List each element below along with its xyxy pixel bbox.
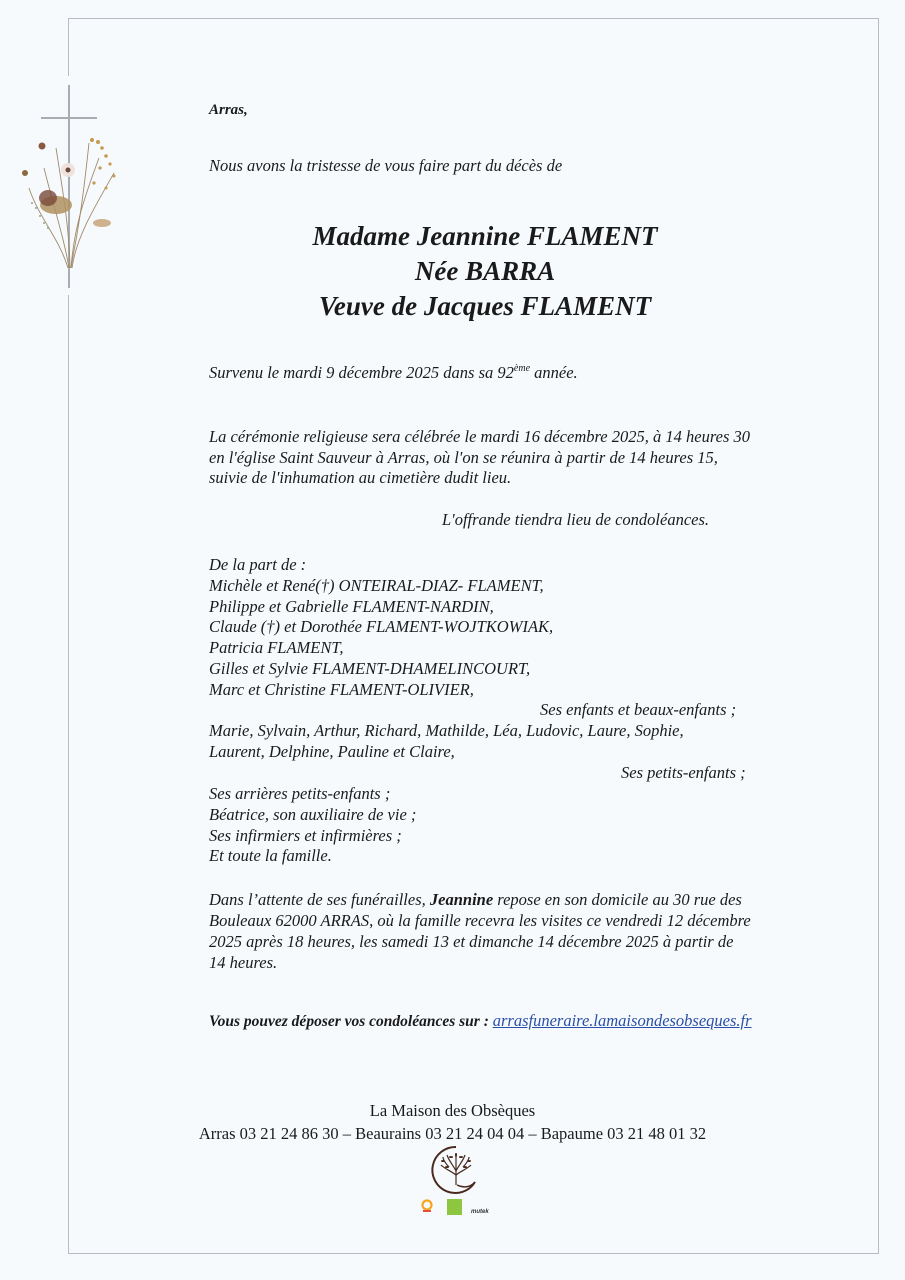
visitation-text: repose en son domicile au 30 rue des	[493, 890, 742, 909]
frame-border-top	[68, 18, 879, 19]
offering-note: L'offrande tiendra lieu de condoléances.	[442, 510, 710, 529]
grandchildren-line: Marie, Sylvain, Arthur, Richard, Mathilde, Léa, Ludovic, Laure, Sophie,	[209, 721, 684, 740]
other-family-line: Ses infirmiers et infirmières ;	[209, 825, 402, 845]
intro-line: Nous avons la tristesse de vous faire part du décès de	[209, 156, 563, 175]
partner-logo-2-icon	[447, 1199, 462, 1215]
other-family-line: Béatrice, son auxiliaire de vie ;	[209, 804, 417, 824]
partner-logo-3-text: mutek	[471, 1209, 489, 1215]
ceremony-line: suivie de l'inhumation au cimetière dudit lieu.	[209, 468, 512, 487]
deceased-first-name: Jeannine	[429, 890, 494, 909]
family-intro: De la part de :	[209, 555, 307, 574]
deceased-name-block	[200, 219, 770, 324]
partner-logo-3-icon	[471, 1199, 495, 1215]
city-line: Arras,	[209, 102, 248, 118]
visitation-text: Dans l’attente de ses funérailles,	[209, 890, 430, 909]
death-date-text: Survenu le mardi 9 décembre 2025 dans sa 92	[209, 363, 514, 382]
funeral-home-name: La Maison des Obsèques	[369, 1101, 536, 1120]
family-list	[209, 555, 553, 701]
visitation-paragraph	[209, 889, 751, 973]
ordinal-suffix: ème	[513, 362, 531, 374]
ceremony-paragraph	[209, 427, 750, 489]
visitation-line	[209, 889, 751, 910]
widow-of: Veuve de Jacques FLAMENT	[318, 291, 652, 321]
tree-logo-icon	[431, 1145, 481, 1195]
grandchildren-line: Laurent, Delphine, Pauline et Claire,	[209, 741, 455, 761]
child-entry: Patricia FLAMENT,	[209, 638, 344, 658]
partner-logo-1-icon	[420, 1199, 434, 1215]
condolences-line	[209, 1011, 752, 1033]
grandchildren-list	[209, 721, 684, 763]
condolences-label: Vous pouvez déposer vos condoléances sur :	[209, 1013, 493, 1030]
other-family-line: Ses arrières petits-enfants ;	[209, 784, 391, 803]
other-family-line: Et toute la famille.	[209, 846, 332, 866]
visitation-line: 2025 après 18 heures, les samedi 13 et dimanche 14 décembre 2025 à partir de	[209, 932, 734, 951]
condolences-link[interactable]: arrasfuneraire.lamaisondesobseques.fr	[492, 1011, 752, 1030]
flower-bouquet-icon	[14, 128, 126, 268]
child-entry: Michèle et René(†) ONTEIRAL-DIAZ- FLAMENT,	[209, 575, 544, 595]
ceremony-line: en l'église Saint Sauveur à Arras, où l'on se réunira à partir de 14 heures 15,	[209, 447, 718, 467]
children-caption: Ses enfants et beaux-enfants ;	[540, 700, 737, 719]
visitation-line: 14 heures.	[209, 953, 278, 972]
child-entry: Gilles et Sylvie FLAMENT-DHAMELINCOURT,	[209, 658, 531, 678]
other-family-list	[209, 784, 416, 867]
funeral-home-phones: Arras 03 21 24 86 30 – Beaurains 03 21 24 04 04 – Bapaume 03 21 48 01 32	[198, 1124, 707, 1143]
child-entry: Philippe et Gabrielle FLAMENT-NARDIN,	[209, 596, 494, 616]
visitation-line: Bouleaux 62000 ARRAS, où la famille recevra les visites ce vendredi 12 décembre	[209, 911, 751, 930]
ceremony-line: La cérémonie religieuse sera célébrée le mardi 16 décembre 2025, à 14 heures 30	[209, 427, 750, 446]
frame-border-bottom	[68, 1253, 879, 1254]
child-entry: Marc et Christine FLAMENT-OLIVIER,	[209, 679, 474, 699]
child-entry: Claude (†) et Dorothée FLAMENT-WOJTKOWIAK,	[209, 617, 554, 637]
cross-icon-horizontal	[41, 117, 97, 119]
maiden-name: Née BARRA	[414, 256, 556, 286]
frame-border-left-top	[68, 18, 69, 76]
deceased-name: Madame Jeannine FLAMENT	[312, 221, 658, 251]
death-date-line	[209, 363, 578, 384]
frame-border-right	[878, 18, 879, 1254]
death-date-tail: année.	[530, 363, 578, 382]
grandchildren-caption: Ses petits-enfants ;	[621, 763, 746, 782]
